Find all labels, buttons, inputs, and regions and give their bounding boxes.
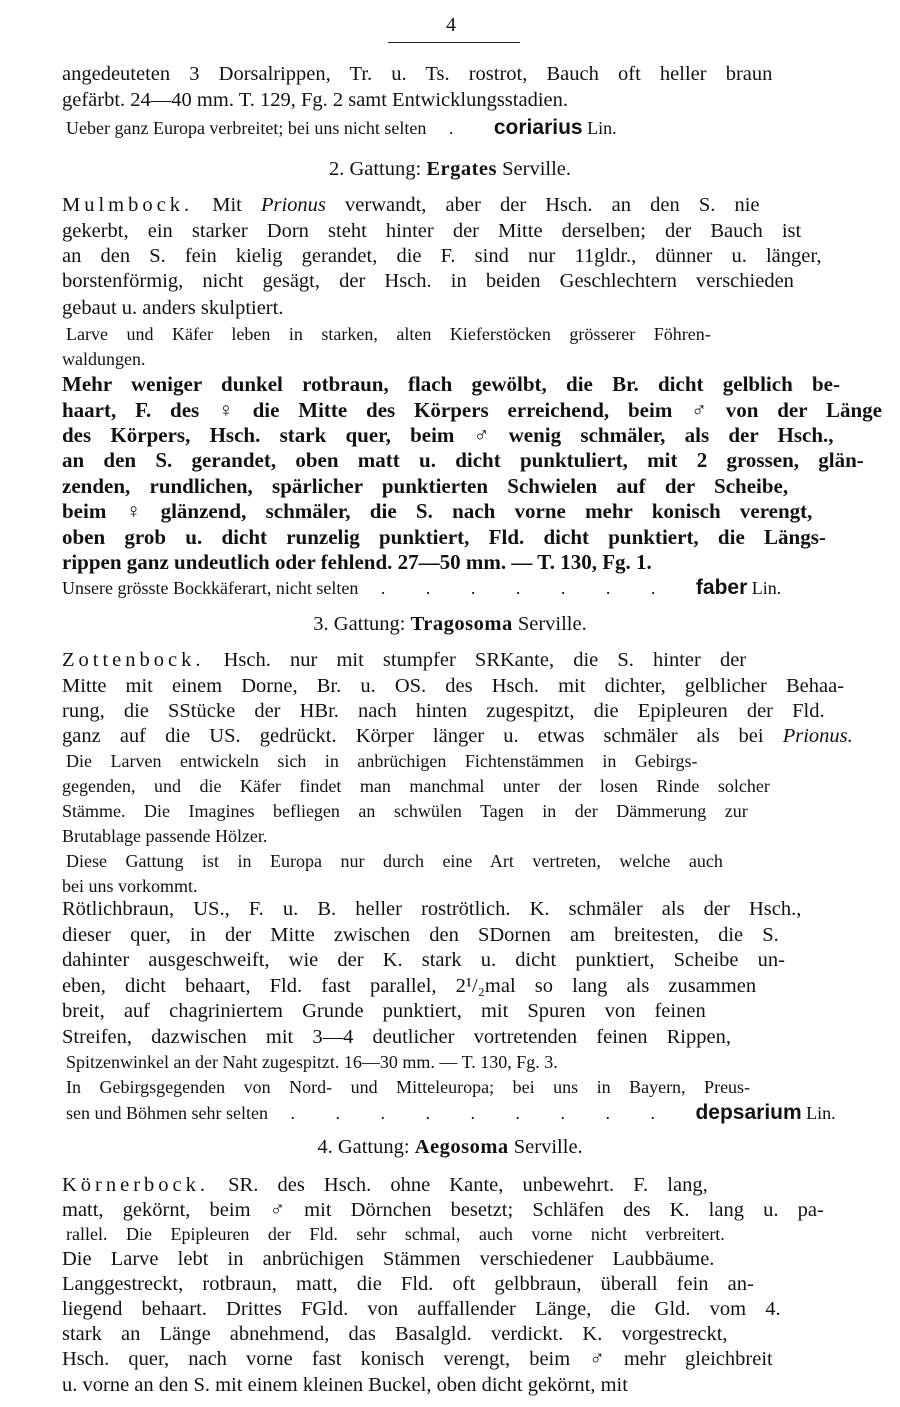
species-name: faber	[695, 576, 748, 599]
common-name: Mulmbock.	[62, 194, 194, 216]
text-line	[62, 774, 882, 798]
text-line	[0, 157, 900, 181]
text-line	[62, 398, 882, 422]
line-text: Die Larven entwickeln sich in anbrüchigen Fichtenstämmen in Gebirgs-	[66, 751, 698, 771]
author-name: Serville.	[497, 158, 572, 180]
line-text: Langgestreckt, rotbraun, matt, die Fld. oft gelbbraun, überall fein an-	[62, 1273, 754, 1295]
text-line	[62, 648, 882, 672]
line-text: In Gebirgsgegenden von Nord- und Mitteleuropa; bei uns in Bayern, Preus-	[66, 1077, 751, 1097]
line-text: Spitzenwinkel an der Naht zugespitzt. 16—30 mm. — T. 130, Fg. 3.	[66, 1052, 558, 1072]
text-line	[62, 999, 882, 1023]
line-text: an den S. gerandet, oben matt u. dicht punktuliert, mit 2 grossen, glän-	[62, 448, 864, 472]
line-text: gefärbt. 24—40 mm. T. 129, Fg. 2 samt Entwicklungsstadien.	[62, 89, 568, 111]
text-line	[66, 849, 886, 873]
text-line	[62, 423, 882, 447]
text-line	[66, 1050, 886, 1074]
text-line	[62, 948, 882, 972]
text-line	[62, 1373, 882, 1397]
line-text: matt, gekörnt, beim ♂ mit Dörnchen besetzt; Schläfen des K. lang u. pa-	[62, 1199, 824, 1221]
text-line	[62, 1347, 882, 1371]
line-text: liegend behaart. Drittes FGld. von auffallender Länge, die Gld. vom 4.	[62, 1298, 781, 1320]
text-line	[62, 244, 882, 268]
line-text: Mehr weniger dunkel rotbraun, flach gewölbt, die Br. dicht gelblich be-	[62, 372, 840, 396]
text-line	[62, 724, 882, 748]
line-text: Rötlichbraun, US., F. u. B. heller roströtlich. K. schmäler als der Hsch.,	[62, 898, 802, 920]
species-name: depsarium	[695, 1101, 802, 1124]
line-text: dieser quer, in der Mitte zwischen den SDornen am breitesten, die S.	[62, 924, 779, 946]
line-text: ganz auf die US. gedrückt. Körper länger u. etwas schmäler als bei	[62, 725, 783, 747]
line-text: rung, die SStücke der HBr. nach hinten zugespitzt, die Epipleuren der Fld.	[62, 700, 825, 722]
leader-dots: .	[426, 118, 494, 138]
text-line	[62, 525, 882, 549]
author-name: Lin.	[747, 578, 782, 598]
line-text: Larve und Käfer leben in starken, alten Kieferstöcken grösserer Föhren-	[66, 324, 711, 344]
text-line	[62, 897, 882, 921]
text-line	[62, 974, 882, 998]
text-line	[62, 219, 882, 243]
text-line	[62, 296, 882, 320]
text-line	[62, 1322, 882, 1346]
line-text: an den S. fein kielig gerandet, die F. sind nur 11gldr., dünner u. länger,	[62, 245, 822, 267]
line-text: gekerbt, ein starker Dorn steht hinter der Mitte derselben; der Bauch ist	[62, 220, 802, 242]
text-line	[62, 576, 882, 600]
genus-name: Ergates	[426, 158, 498, 180]
line-text: beim ♀ glänzend, schmäler, die S. nach vorne mehr konisch verengt,	[62, 499, 813, 523]
text-line	[66, 1101, 886, 1125]
text-line	[62, 824, 882, 848]
line-text: waldungen.	[62, 349, 146, 369]
line-text: bei uns vorkommt.	[62, 876, 198, 896]
text-line	[66, 116, 886, 140]
line-text: 4. Gattung:	[317, 1136, 415, 1158]
line-text: gegenden, und die Käfer findet man manchmal unter der losen Rinde solcher	[62, 776, 770, 796]
text-line	[62, 474, 882, 498]
text-line	[0, 612, 900, 636]
text-line	[66, 322, 886, 346]
line-text: angedeuteten 3 Dorsalrippen, Tr. u. Ts. rostrot, Bauch oft heller braun	[62, 63, 773, 85]
page-number: 4	[446, 14, 456, 36]
author-name: Serville.	[512, 613, 587, 635]
text-line	[62, 372, 882, 396]
text-line	[62, 1247, 882, 1271]
line-text: breit, auf chagriniertem Grunde punktiert, mit Spuren von feinen	[62, 1000, 706, 1022]
line-text: stark an Länge abnehmend, das Basalgld. verdickt. K. vorgestreckt,	[62, 1323, 728, 1345]
line-text: Streifen, dazwischen mit 3—4 deutlicher vortretenden feinen Rippen,	[62, 1026, 731, 1048]
text-line	[62, 448, 882, 472]
line-text: des Körpers, Hsch. stark quer, beim ♂ wenig schmäler, als der Hsch.,	[62, 423, 834, 447]
text-line	[62, 699, 882, 723]
line-text: gebaut u. anders skulptiert.	[62, 297, 284, 319]
line-text: Hsch. nur mit stumpfer SRKante, die S. hinter der	[204, 649, 747, 671]
species-name: coriarius	[493, 116, 583, 139]
author-name: Lin.	[582, 118, 617, 138]
line-text: Brutablage passende Hölzer.	[62, 826, 268, 846]
common-name: Zottenbock.	[62, 649, 205, 671]
line-text: zenden, rundlichen, spärlicher punktierten Schwielen auf der Scheibe,	[62, 474, 789, 498]
leader-dots: . . . . . . .	[358, 578, 696, 598]
genus-name: Aegosoma	[414, 1136, 509, 1158]
text-line	[66, 1075, 886, 1099]
header-rule	[388, 42, 520, 43]
text-line	[62, 1173, 882, 1197]
line-text: Unsere grösste Bockkäferart, nicht selten	[62, 578, 359, 598]
italic-term: Prionus.	[782, 725, 853, 747]
italic-term: Prionus	[260, 194, 326, 216]
text-line	[62, 674, 882, 698]
line-text: oben grob u. dicht runzelig punktiert, Fld. dicht punktiert, die Längs-	[62, 525, 826, 549]
line-text: eben, dicht behaart, Fld. fast parallel, 2¹/₂mal so lang als zusammen	[62, 975, 757, 997]
text-line	[62, 1025, 882, 1049]
text-line	[62, 550, 882, 574]
author-name: Serville.	[508, 1136, 583, 1158]
common-name: Körnerbock.	[62, 1174, 210, 1196]
line-text: dahinter ausgeschweift, wie der K. stark u. dicht punktiert, Scheibe un-	[62, 949, 785, 971]
text-line	[62, 1297, 882, 1321]
line-text: haart, F. des ♀ die Mitte des Körpers erreichend, beim ♂ von der Länge	[62, 398, 882, 422]
text-line	[62, 799, 882, 823]
leader-dots: . . . . . . . . .	[267, 1103, 696, 1123]
line-text: u. vorne an den S. mit einem kleinen Buckel, oben dicht gekörnt, mit	[62, 1374, 628, 1396]
line-text: Ueber ganz Europa verbreitet; bei uns nicht selten	[66, 118, 427, 138]
text-line	[62, 62, 882, 86]
line-text: Stämme. Die Imagines befliegen an schwülen Tagen in der Dämmerung zur	[62, 801, 748, 821]
text-line	[62, 874, 882, 898]
author-name: Lin.	[801, 1103, 836, 1123]
text-line	[62, 269, 882, 293]
text-line	[62, 193, 882, 217]
text-line	[62, 923, 882, 947]
line-text: verwandt, aber der Hsch. an den S. nie	[325, 194, 760, 216]
line-text: sen und Böhmen sehr selten	[66, 1103, 268, 1123]
text-line	[0, 1135, 900, 1159]
text-line	[62, 88, 882, 112]
line-text: Diese Gattung ist in Europa nur durch eine Art vertreten, welche auch	[66, 851, 723, 871]
line-text: 3. Gattung:	[313, 613, 411, 635]
line-text: Die Larve lebt in anbrüchigen Stämmen verschiedener Laubbäume.	[62, 1248, 715, 1270]
text-line	[62, 1272, 882, 1296]
text-line	[62, 347, 882, 371]
line-text: borstenförmig, nicht gesägt, der Hsch. in beiden Geschlechtern verschieden	[62, 270, 794, 292]
text-line	[66, 1222, 886, 1246]
line-text: SR. des Hsch. ohne Kante, unbewehrt. F. lang,	[209, 1174, 708, 1196]
line-text: rallel. Die Epipleuren der Fld. sehr schmal, auch vorne nicht verbreitert.	[66, 1224, 725, 1244]
genus-name: Tragosoma	[410, 613, 513, 635]
line-text: rippen ganz undeutlich oder fehlend. 27—50 mm. — T. 130, Fg. 1.	[62, 550, 652, 574]
text-line	[66, 749, 886, 773]
line-text: Hsch. quer, nach vorne fast konisch verengt, beim ♂ mehr gleichbreit	[62, 1348, 773, 1370]
text-line	[62, 499, 882, 523]
text-line	[62, 1198, 882, 1222]
line-text: 2. Gattung:	[328, 158, 427, 180]
line-text: Mitte mit einem Dorne, Br. u. OS. des Hsch. mit dichter, gelblicher Behaa-	[62, 675, 845, 697]
line-text: Mit	[193, 194, 261, 216]
